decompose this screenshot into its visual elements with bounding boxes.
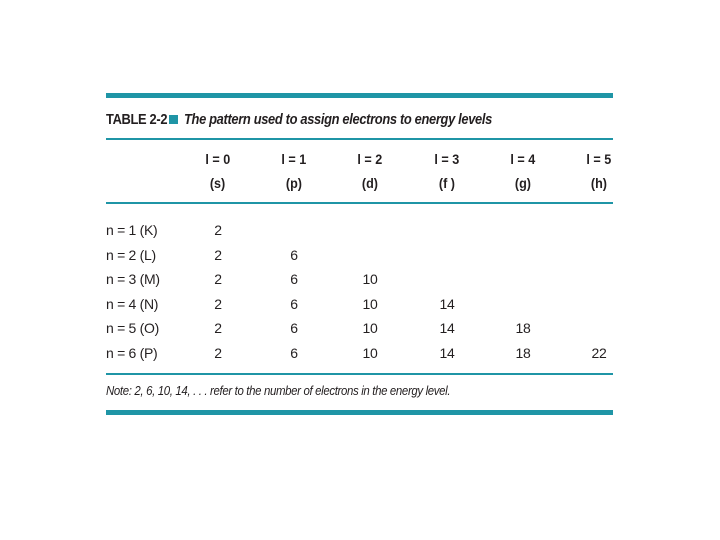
column-header-quantum: l = 2 bbox=[357, 151, 383, 167]
column-header-subshell: (d) bbox=[361, 175, 379, 191]
column-header-l4 bbox=[493, 147, 553, 195]
column-header-l0 bbox=[188, 147, 248, 195]
table-cell: 22 bbox=[591, 345, 607, 361]
table-cell: 10 bbox=[362, 296, 378, 312]
header-bottom-rule bbox=[106, 202, 613, 204]
table-cell: 2 bbox=[214, 320, 222, 336]
row-label: n = 2 (L) bbox=[106, 247, 156, 263]
table-cell: 6 bbox=[290, 296, 298, 312]
row-label: n = 6 (P) bbox=[106, 345, 158, 361]
row-label: n = 4 (N) bbox=[106, 296, 159, 312]
column-header-subshell: (p) bbox=[285, 175, 303, 191]
column-header-quantum: l = 1 bbox=[281, 151, 307, 167]
row-label: n = 3 (M) bbox=[106, 271, 160, 287]
column-header-quantum: l = 0 bbox=[205, 151, 231, 167]
table-cell: 2 bbox=[214, 271, 222, 287]
bottom-rule bbox=[106, 410, 613, 415]
table-cell: 10 bbox=[362, 345, 378, 361]
column-header-subshell: (s) bbox=[210, 175, 226, 191]
row-label: n = 1 (K) bbox=[106, 222, 158, 238]
column-header-l3 bbox=[417, 147, 477, 195]
column-header-quantum: l = 3 bbox=[434, 151, 460, 167]
table-cell: 2 bbox=[214, 296, 222, 312]
column-header-quantum: l = 5 bbox=[586, 151, 612, 167]
column-header-subshell: (h) bbox=[590, 175, 608, 191]
table-cell: 14 bbox=[439, 320, 455, 336]
top-rule bbox=[106, 93, 613, 98]
row-label: n = 5 (O) bbox=[106, 320, 159, 336]
column-header-l1 bbox=[264, 147, 324, 195]
table-cell: 14 bbox=[439, 345, 455, 361]
teal-square-icon bbox=[169, 115, 178, 124]
table-cell: 6 bbox=[290, 320, 298, 336]
column-header-l2 bbox=[340, 147, 400, 195]
table-cell: 2 bbox=[214, 247, 222, 263]
table-cell: 18 bbox=[515, 345, 531, 361]
column-header-quantum: l = 4 bbox=[510, 151, 536, 167]
table-cell: 14 bbox=[439, 296, 455, 312]
table-label: TABLE 2-2 bbox=[106, 110, 168, 128]
body-bottom-rule bbox=[106, 373, 613, 375]
table-note: Note: 2, 6, 10, 14, . . . refer to the number of electrons in the energy level. bbox=[106, 383, 451, 398]
table-cell: 2 bbox=[214, 222, 222, 238]
table-cell: 18 bbox=[515, 320, 531, 336]
table-cell: 10 bbox=[362, 271, 378, 287]
table-cell: 10 bbox=[362, 320, 378, 336]
table-title: The pattern used to assign electrons to energy levels bbox=[184, 110, 493, 128]
header-top-rule bbox=[106, 138, 613, 140]
table-cell: 6 bbox=[290, 247, 298, 263]
table-caption bbox=[106, 109, 542, 129]
table-cell: 2 bbox=[214, 345, 222, 361]
column-header-subshell: (g) bbox=[514, 175, 532, 191]
table-cell: 6 bbox=[290, 345, 298, 361]
column-header-subshell: (f ) bbox=[438, 175, 456, 191]
column-header-l5 bbox=[569, 147, 629, 195]
table-cell: 6 bbox=[290, 271, 298, 287]
